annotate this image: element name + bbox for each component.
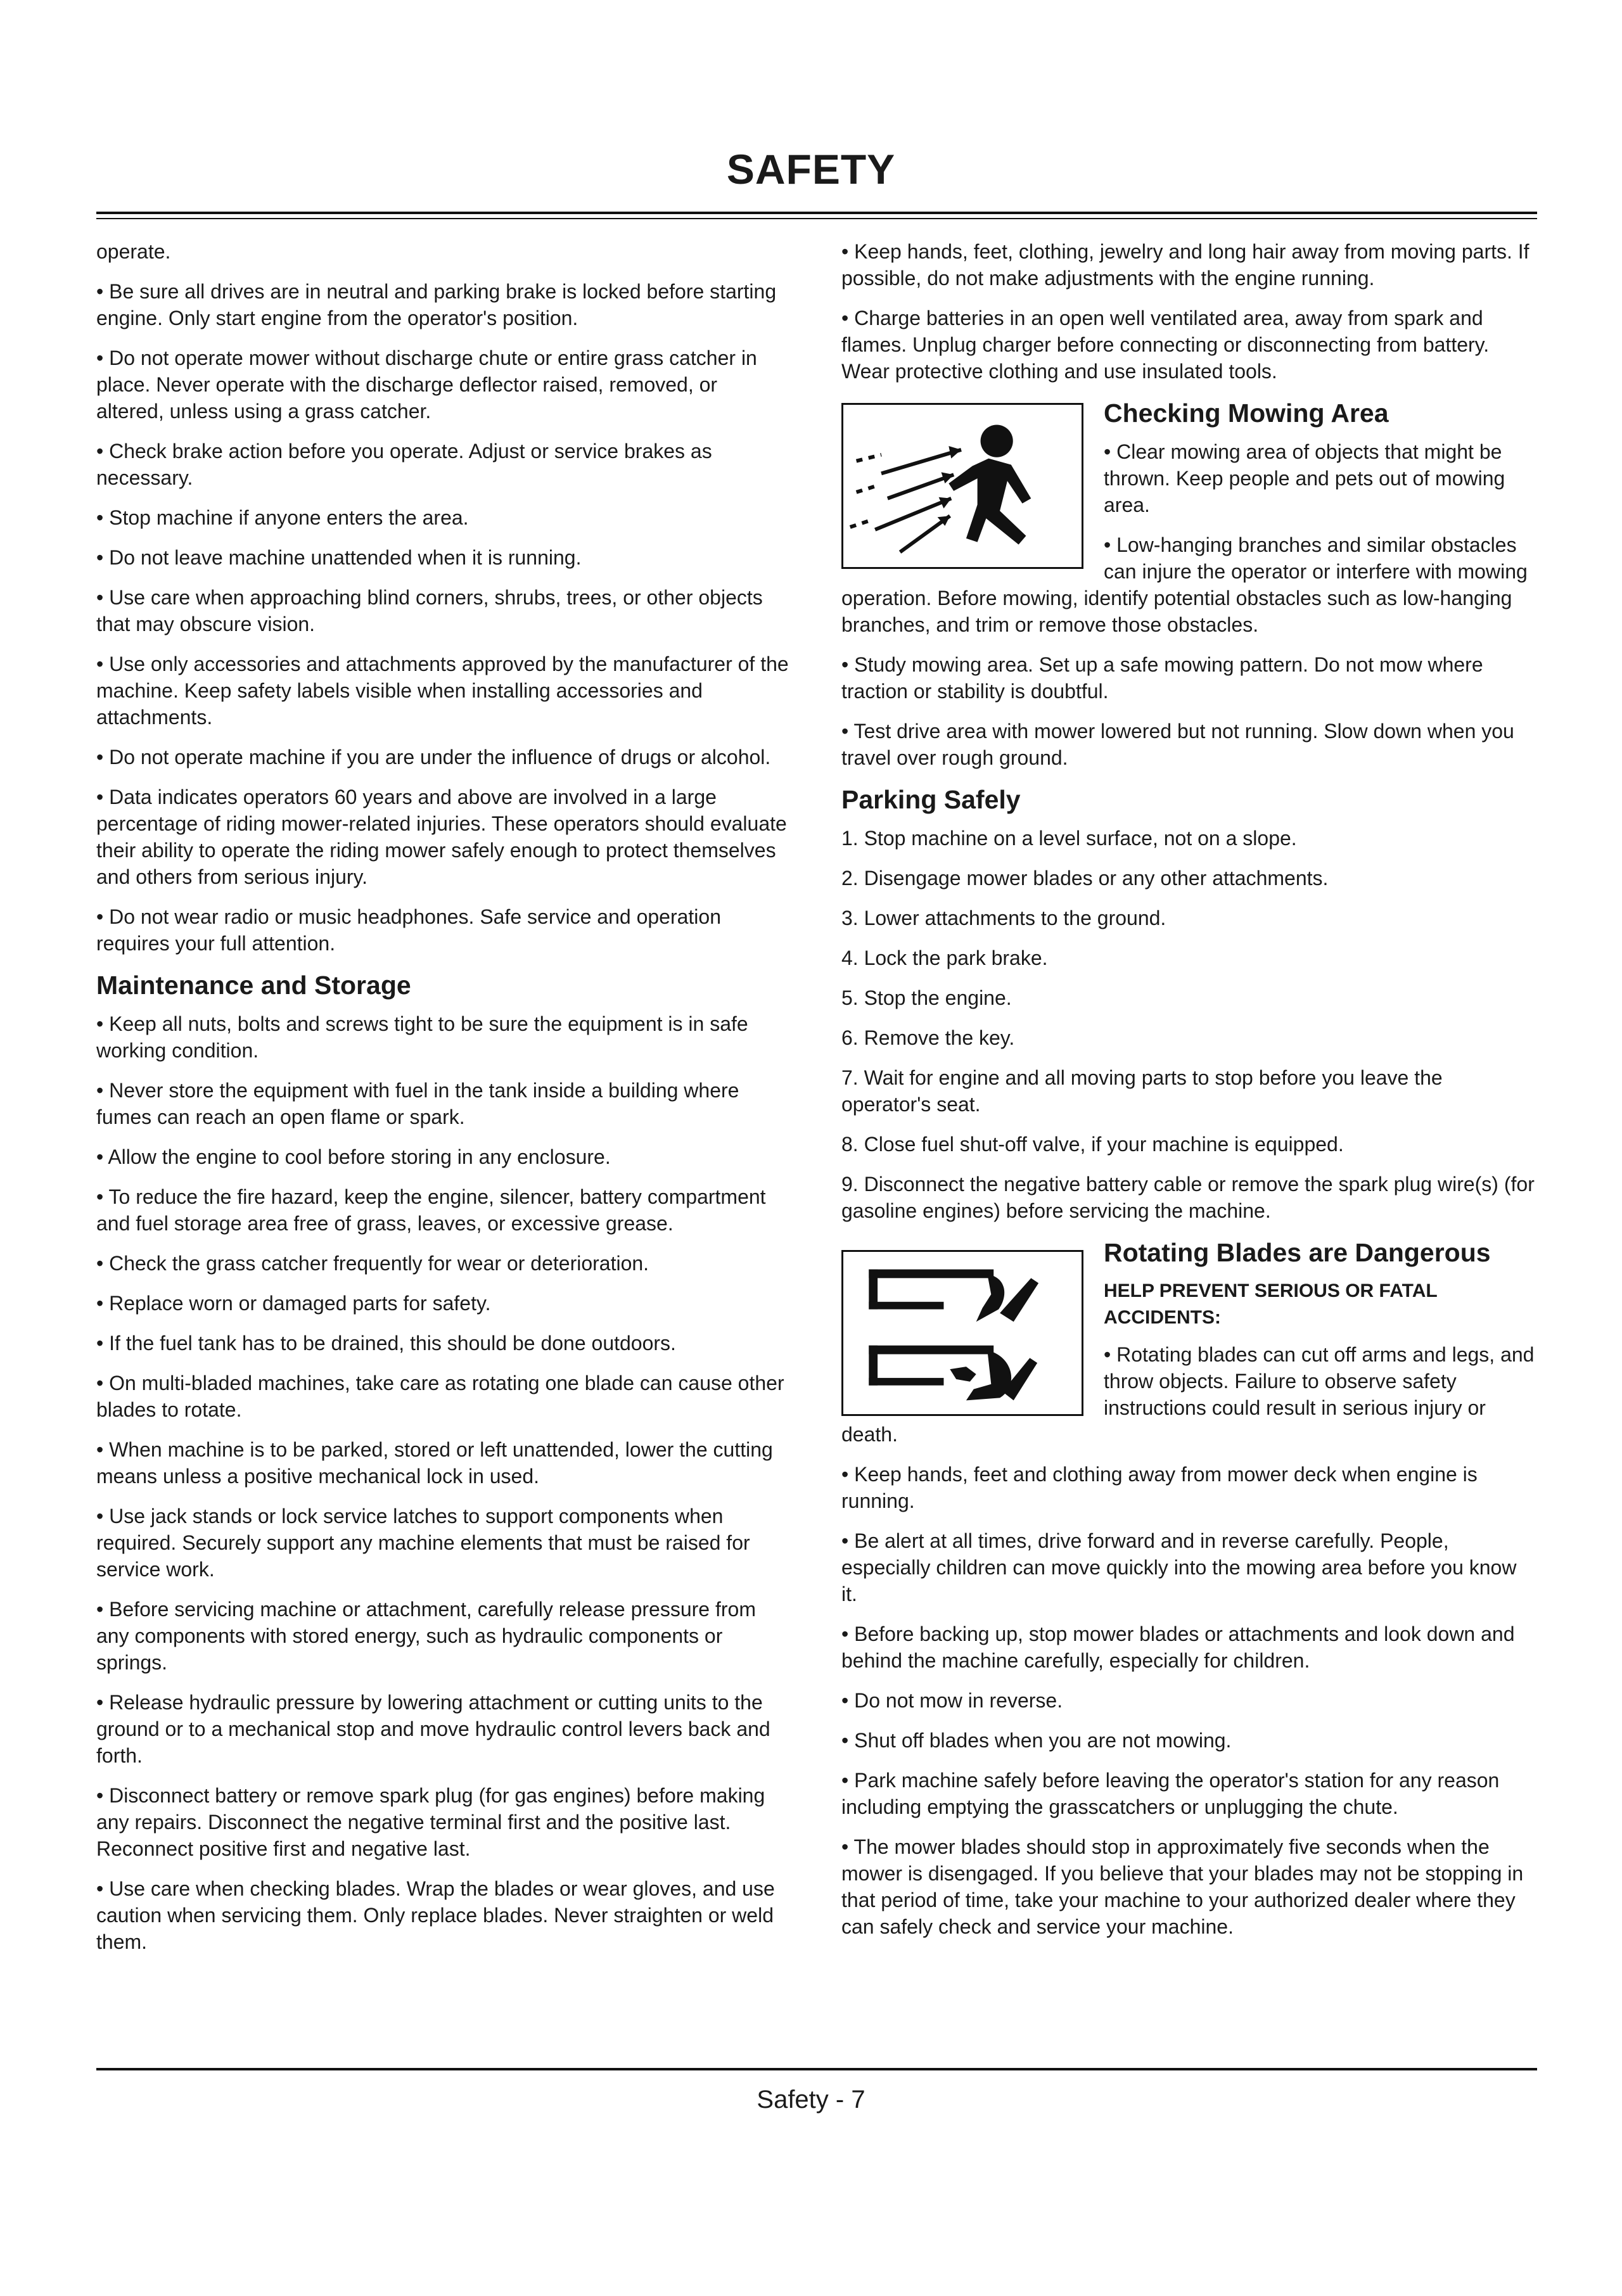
list-item: • Never store the equipment with fuel in the tank inside a building where fumes can reach an open flame or spark. (96, 1079, 739, 1128)
list-item: • On multi-bladed machines, take care as rotating one blade can cause other blades to rotate. (96, 1372, 784, 1421)
list-item: • Park machine safely before leaving the operator's station for any reason including emptying the grasscatchers or unplugging the chute. (841, 1769, 1500, 1818)
list-item: • Test drive area with mower lowered but not running. Slow down when you travel over rough ground. (841, 720, 1514, 769)
list-item: 9. Disconnect the negative battery cable or remove the spark plug wire(s) (for gasoline engines) before servicing the machine. (841, 1173, 1535, 1222)
paragraph: • Charge batteries in an open well ventilated area, away from spark and flames. Unplug charger before connecting or disconnecting from battery. Wear protective clothing and use insulated tools. (841, 307, 1490, 383)
paragraph: • Data indicates operators 60 years and above are involved in a large percentage of riding mower-related injuries. These operators should evaluate their ability to operate the riding mower safely enough to protect themselves and others from serious injury. (96, 786, 787, 888)
list-item: • To reduce the fire hazard, keep the engine, silencer, battery compartment and fuel storage area free of grass, leaves, or excessive grease. (96, 1185, 766, 1235)
paragraph: • Use care when approaching blind corners, shrubs, trees, or other objects that may obscure vision. (96, 586, 763, 635)
list-item: 7. Wait for engine and all moving parts to stop before you leave the operator's seat. (841, 1066, 1443, 1116)
section-heading-parking: Parking Safely (841, 785, 1021, 814)
list-item: • Before backing up, stop mower blades or attachments and look down and behind the machine carefully, especially for children. (841, 1623, 1515, 1672)
list-item: • Study mowing area. Set up a safe mowing pattern. Do not mow where traction or stability is doubtful. (841, 653, 1483, 703)
list-item: • Be alert at all times, drive forward and in reverse carefully. People, especially children can move quickly into the mowing area before you know it. (841, 1529, 1517, 1605)
list-item: • Check the grass catcher frequently for wear or deterioration. (96, 1252, 649, 1275)
list-item: 1. Stop machine on a level surface, not on a slope. (841, 827, 1297, 850)
list-item: • Use care when checking blades. Wrap the blades or wear gloves, and use caution when servicing them. Only replace blades. Never straighten or weld them. (96, 1877, 775, 1953)
list-item: • The mower blades should stop in approximately five seconds when the mower is disengaged. If you believe that your blades may not be stopping in that period of time, take your machine to your authorized dealer where they can safely check and service your machine. (841, 1835, 1524, 1938)
list-item: • Shut off blades when you are not mowing. (841, 1729, 1232, 1752)
list-item: • Rotating blades can cut off arms and legs, and throw objects. Failure to observe safety instructions could result in serious injury or death. (841, 1343, 1535, 1446)
list-item: • If the fuel tank has to be drained, this should be done outdoors. (96, 1332, 676, 1355)
left-column (96, 238, 789, 1968)
list-item: 8. Close fuel shut-off valve, if your machine is equipped. (841, 1133, 1344, 1156)
list-item: 4. Lock the park brake. (841, 947, 1048, 969)
paragraph: • Do not operate mower without discharge chute or entire grass catcher in place. Never operate with the discharge deflector raised, removed, or altered, unless using a grass catcher. (96, 347, 757, 423)
paragraph: • Keep hands, feet, clothing, jewelry and long hair away from moving parts. If possible, do not make adjustments with the engine running. (841, 240, 1529, 290)
header-rule (96, 212, 1537, 214)
list-item: • Before servicing machine or attachment, carefully release pressure from any components with stored energy, such as hydraulic components or springs. (96, 1598, 756, 1674)
header-rule-thin (96, 218, 1537, 219)
thrown-objects-warning-icon (841, 403, 1083, 569)
section-heading-blades: Rotating Blades are Dangerous (1104, 1238, 1491, 1267)
paragraph: • Do not wear radio or music headphones. Safe service and operation requires your full attention. (96, 905, 721, 955)
section-heading-maintenance: Maintenance and Storage (96, 971, 411, 1000)
paragraph: • Be sure all drives are in neutral and parking brake is locked before starting engine. Only start engine from the operator's position. (96, 280, 777, 329)
list-item: • Do not mow in reverse. (841, 1689, 1063, 1712)
list-item: • Keep hands, feet and clothing away from mower deck when engine is running. (841, 1463, 1478, 1512)
thrown-objects-illustration (843, 405, 1082, 567)
list-item: 5. Stop the engine. (841, 986, 1012, 1009)
list-item: • Keep all nuts, bolts and screws tight to be sure the equipment is in safe working condition. (96, 1012, 748, 1062)
paragraph: • Check brake action before you operate. Adjust or service brakes as necessary. (96, 440, 712, 489)
list-item: • Release hydraulic pressure by lowering attachment or cutting units to the ground or to a mechanical stop and move hydraulic control levers back and forth. (96, 1691, 770, 1767)
paragraph: • Do not leave machine unattended when it is running. (96, 546, 582, 569)
list-item: • Low-hanging branches and similar obstacles can injure the operator or interfere with mowing operation. Before mowing, identify potential obstacles such as low-hanging branches, and trim or remove those obstacles. (841, 533, 1528, 636)
list-item: 3. Lower attachments to the ground. (841, 907, 1166, 929)
list-item: • Disconnect battery or remove spark plug (for gas engines) before making any repairs. Disconnect the negative terminal first and the positive last. Reconnect positive first and negative last. (96, 1784, 765, 1860)
list-item: 6. Remove the key. (841, 1026, 1015, 1049)
list-item: 2. Disengage mower blades or any other attachments. (841, 867, 1329, 890)
paragraph: operate. (96, 240, 171, 263)
warning-subheading: HELP PREVENT SERIOUS OR FATAL ACCIDENTS: (1104, 1280, 1438, 1328)
list-item: • Allow the engine to cool before storing in any enclosure. (96, 1145, 611, 1168)
blade-hazard-illustration (843, 1252, 1082, 1414)
list-item: • Replace worn or damaged parts for safety. (96, 1292, 491, 1315)
section-heading-checking: Checking Mowing Area (1104, 399, 1389, 428)
list-item: • Use jack stands or lock service latches to support components when required. Securely support any machine elements that must be raised for service work. (96, 1505, 750, 1581)
paragraph: • Stop machine if anyone enters the area. (96, 506, 469, 529)
right-column (841, 238, 1537, 1953)
footer-rule (96, 2068, 1537, 2070)
page-title: SAFETY (726, 146, 896, 193)
list-item: • Clear mowing area of objects that might be thrown. Keep people and pets out of mowing area. (1104, 440, 1505, 516)
rotating-blade-hazard-icon (841, 1250, 1083, 1416)
page-number: Safety - 7 (757, 2086, 865, 2114)
list-item: • When machine is to be parked, stored or left unattended, lower the cutting means unless a positive mechanical lock in used. (96, 1438, 773, 1488)
paragraph: • Do not operate machine if you are under the influence of drugs or alcohol. (96, 746, 771, 769)
paragraph: • Use only accessories and attachments approved by the manufacturer of the machine. Keep safety labels visible when installing accessories and attachments. (96, 653, 789, 729)
